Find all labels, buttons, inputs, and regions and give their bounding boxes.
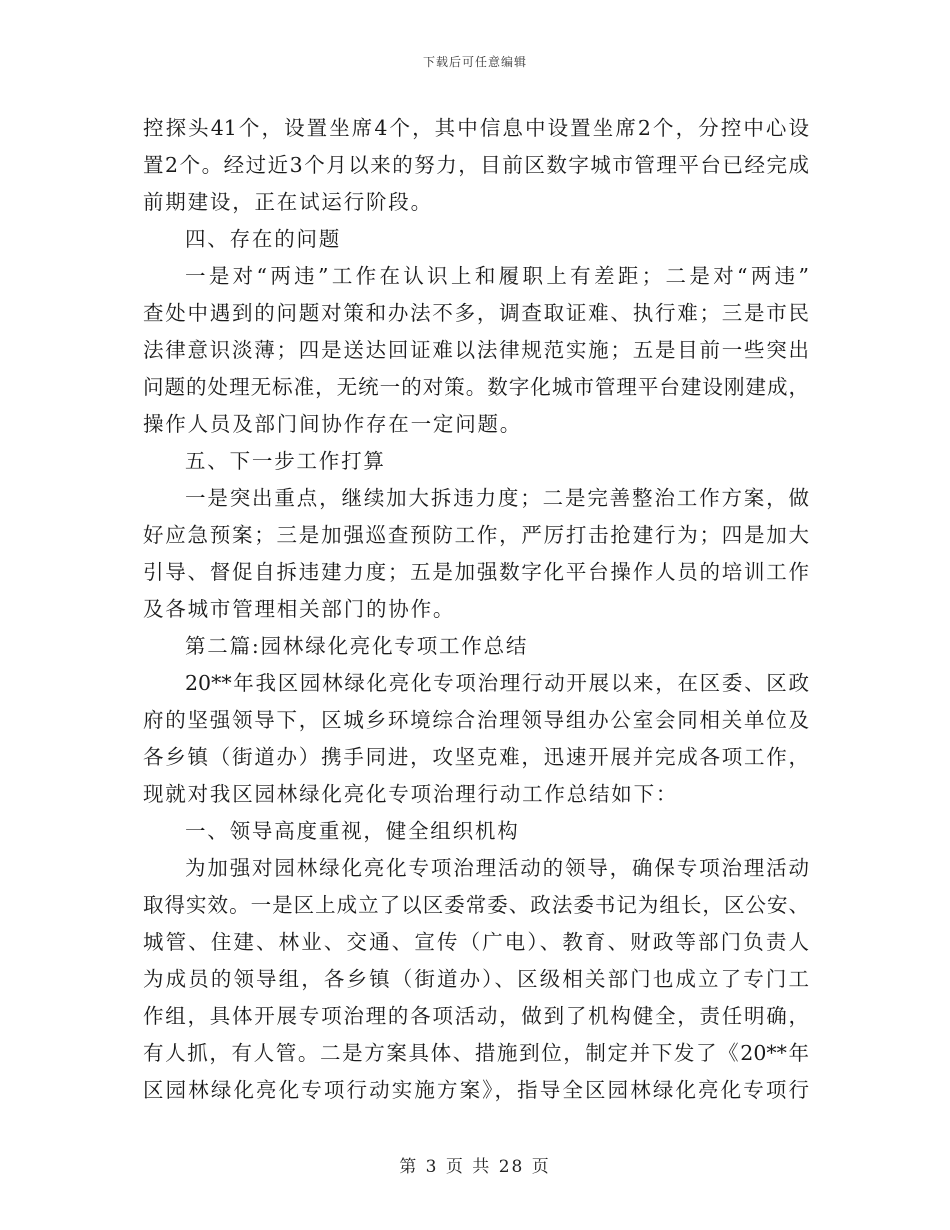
page-header: 下载后可任意编辑 (422, 55, 527, 69)
document-body (143, 110, 809, 1109)
text-line: 好应急预案；三是加强巡查预防工作，严厉打击抢建行为；四是加大 (143, 523, 809, 547)
text-line: 现就对我区园林绿化亮化专项治理行动工作总结如下： (143, 782, 679, 806)
text-line: 为成员的领导组，各乡镇（街道办）、区级相关部门也成立了专门工 (143, 967, 809, 991)
text-line: 府的坚强领导下，区城乡环境综合治理领导组办公室会同相关单位及 (143, 708, 809, 732)
text-line: 问题的处理无标准，无统一的对策。数字化城市管理平台建设刚建成， (143, 375, 809, 399)
text-line: 五、下一步工作打算 (185, 449, 386, 473)
text-line: 四、存在的问题 (185, 227, 342, 251)
text-line: 取得实效。一是区上成立了以区委常委、政法委书记为组长，区公安、 (143, 893, 809, 917)
text-line: 一是对“两违”工作在认识上和履职上有差距；二是对“两违” (185, 264, 809, 288)
text-line: 为加强对园林绿化亮化专项治理活动的领导，确保专项治理活动 (185, 856, 809, 880)
text-line: 区园林绿化亮化专项行动实施方案》，指导全区园林绿化亮化专项行 (143, 1078, 809, 1102)
text-line: 一、领导高度重视，健全组织机构 (185, 819, 520, 843)
text-line: 引导、督促自拆违建力度；五是加强数字化平台操作人员的培训工作 (143, 560, 809, 584)
text-line: 第二篇:园林绿化亮化专项工作总结 (185, 634, 529, 658)
text-line: 20**年我区园林绿化亮化专项治理行动开展以来，在区委、区政 (185, 671, 809, 695)
text-line: 前期建设，正在试运行阶段。 (143, 190, 433, 214)
text-line: 城管、住建、林业、交通、宣传（广电）、教育、财政等部门负责人 (143, 930, 809, 954)
text-line: 查处中遇到的问题对策和办法不多，调查取证难、执行难；三是市民 (143, 301, 809, 325)
text-line: 置2个。经过近3个月以来的努力，目前区数字城市管理平台已经完成 (143, 153, 809, 177)
text-line: 有人抓，有人管。二是方案具体、措施到位，制定并下发了《20**年 (143, 1041, 809, 1065)
text-line: 一是突出重点，继续加大拆违力度；二是完善整治工作方案，做 (185, 486, 809, 510)
text-line: 控探头41个，设置坐席4个，其中信息中设置坐席2个，分控中心设 (143, 116, 809, 140)
text-line: 及各城市管理相关部门的协作。 (143, 597, 456, 621)
text-line: 操作人员及部门间协作存在一定问题。 (143, 412, 523, 436)
text-line: 各乡镇（街道办）携手同进，攻坚克难，迅速开展并完成各项工作， (143, 745, 809, 769)
text-line: 作组，具体开展专项治理的各项活动，做到了机构健全，责任明确， (143, 1004, 809, 1028)
text-line: 法律意识淡薄；四是送达回证难以法律规范实施；五是目前一些突出 (143, 338, 809, 362)
page-number: 第 3 页 共 28 页 (399, 1157, 551, 1177)
